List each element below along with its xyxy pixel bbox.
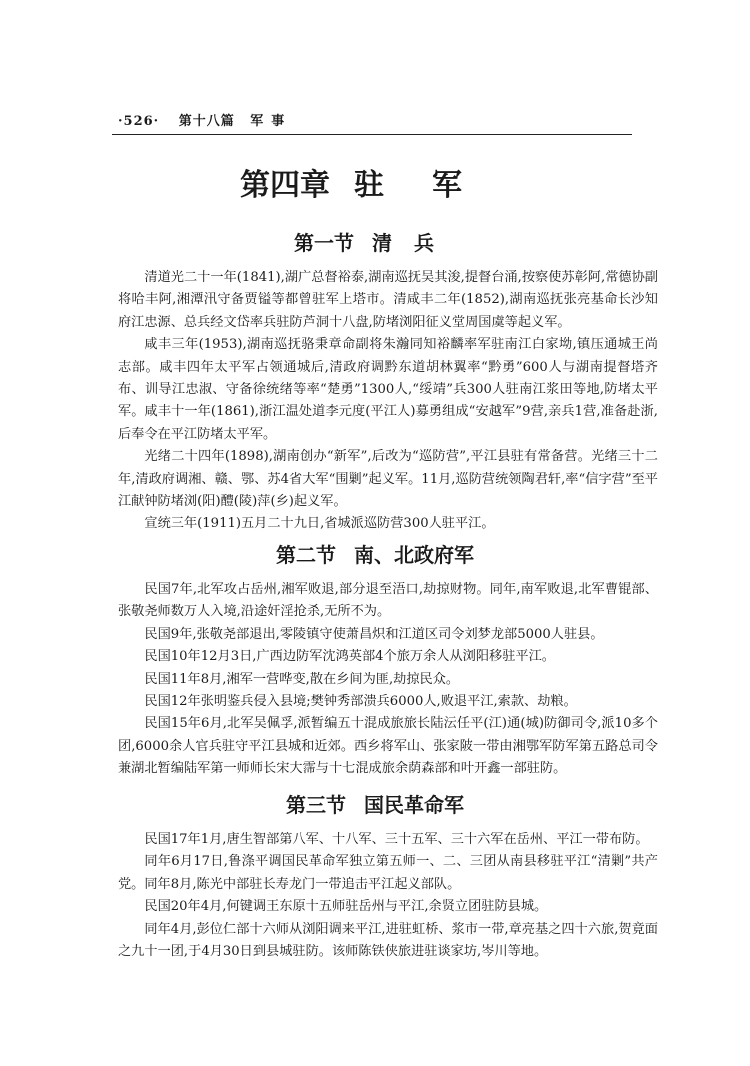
chapter-name: 驻军 [354,168,510,203]
paragraph: 民国17年1月,唐生智部第八军、十八军、三十五军、三十六军在岳州、平江一带布防。 [144,832,649,847]
page-number: ·526· [118,114,160,129]
paragraph: 清道光二十一年(1841),湖广总督裕泰,湖南巡抚吴其浚,提督台涌,按察使苏彰阿,常德协副将哈丰阿,湘潭汛守备贾镒等都曾驻军上塔市。清咸丰二年(1852),湖南巡抚张亮基命长沙知府江忠源、总兵经文岱率兵驻防芦洞十八盘,防堵浏阳征义堂周国虞等起义军。 [118,270,658,330]
header-rule [112,134,632,135]
section-number: 第二节 [276,543,336,567]
section-body [118,829,658,963]
paragraph: 民国12年张明鉴兵侵入县境;樊钟秀部溃兵6000人,败退平江,索款、劫粮。 [144,694,577,710]
paragraph: 民国9年,张敬尧部退出,零陵镇守使萧昌炽和江道区司令刘梦龙部5000人驻县。 [144,626,604,642]
part-number: 第十八篇 [178,114,235,129]
paragraph: 宣统三年(1911)五月二十九日,省城派巡防营300人驻平江。 [144,516,495,532]
section-title [0,789,750,818]
paragraph: 咸丰三年(1953),湖南巡抚骆秉章命副将朱瀚同知裕麟率军驻南江白家坳,镇压通城王尚志部。咸丰四年太平军占领通城后,清政府调黔东道胡林翼率“黔勇”600人与湖南提督塔齐布、训导江忠淑、守备徐统绪等率“楚勇”1300人,“绥靖”兵300人驻南江浆田等地,防堵太平军。咸丰十一年(1861),浙江温处道李元度(平江人)募勇组成“安越军”9营,亲兵1营,准备赴浙,后奉令在平江防堵太平军。 [118,337,658,442]
section-title [0,539,750,568]
paragraph: 民国11年8月,湘军一营哗变,散在乡间为匪,劫掠民众。 [144,671,460,687]
chapter-title [0,160,750,204]
running-header [118,110,292,129]
chapter-number: 第四章 [240,168,330,203]
paragraph: 光绪二十四年(1898),湖南创办“新军”,后改为“巡防营”,平江县驻有常备营。光绪三十二年,清政府调湘、赣、鄂、苏4省大军“围剿”起义军。11月,巡防营统领陶君轩,率“信字营”至平江献钟防堵浏(阳)醴(陵)萍(乡)起义军。 [118,449,658,510]
paragraph: 民国20年4月,何键调王东原十五师驻岳州与平江,余贤立团驻防县城。 [144,899,548,915]
paragraph: 同年6月17日,鲁涤平调国民革命军独立第五师一、二、三团从南县移驻平江“清剿”共产党。同年8月,陈光中部驻长寿龙门一带追击平江起义部队。 [118,854,658,892]
paragraph: 民国10年12月3日,广西边防军沈鸿英部4个旅万余人从浏阳移驻平江。 [144,649,555,665]
section-body [118,579,658,781]
section-number: 第三节 [286,793,346,817]
section-name: 清兵 [372,231,456,255]
paragraph: 民国7年,北军攻占岳州,湘军败退,部分退至浯口,劫掠财物。同年,南军败退,北军曹锟部、张敬尧师数万人入境,沿途奸淫抢杀,无所不为。 [118,582,658,620]
part-title: 军事 [250,114,293,129]
section-name: 南、北政府军 [354,543,474,567]
section-name: 国民革命军 [364,793,464,817]
section-body [118,267,658,536]
paragraph: 民国15年6月,北军吴佩孚,派暂编五十混成旅旅长陆沄任平(江)通(城)防御司令,派10多个团,6000余人官兵驻守平江县城和近郊。西乡将军山、张家陂一带由湘鄂军防军第五路总司令兼湖北暂编陆军第一师师长宋大霈与十七混成旅余荫森部和叶开鑫一部驻防。 [118,716,658,777]
paragraph: 同年4月,彭位仁部十六师从浏阳调来平江,进驻虹桥、浆市一带,章亮基之四十六旅,贺竟面之九十一团,于4月30日到县城驻防。该师陈铁侠旅进驻谈家坊,岑川等地。 [118,921,658,960]
section-number: 第一节 [294,231,354,255]
section-title [0,227,750,256]
